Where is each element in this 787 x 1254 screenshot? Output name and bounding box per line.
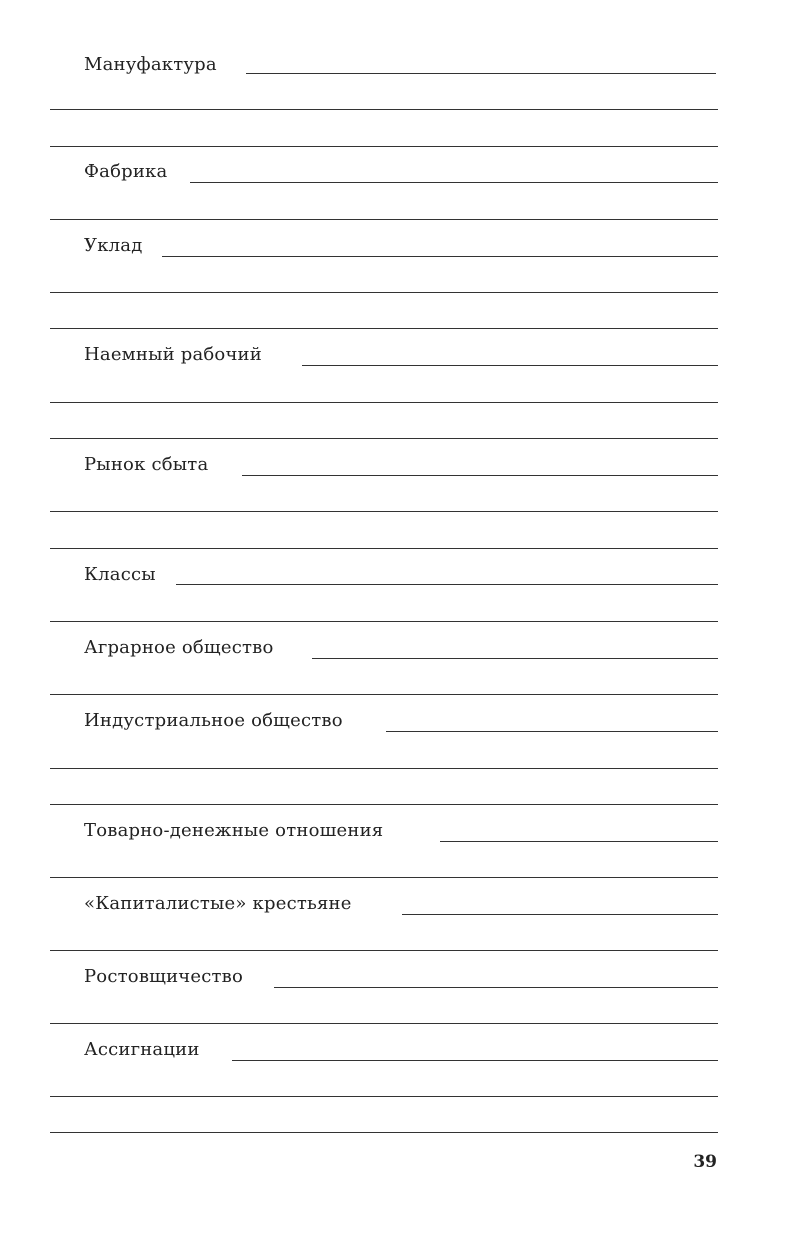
answer-line[interactable] bbox=[50, 694, 718, 695]
term-uklad: Уклад bbox=[84, 235, 143, 256]
term-kapitalistye-krestyane: «Капиталистые» крестьяне bbox=[84, 893, 352, 914]
answer-line[interactable] bbox=[162, 256, 718, 257]
answer-line[interactable] bbox=[50, 292, 718, 293]
answer-line[interactable] bbox=[402, 914, 718, 915]
answer-line[interactable] bbox=[440, 841, 718, 842]
answer-line[interactable] bbox=[50, 768, 718, 769]
term-industrialnoe-obshchestvo: Индустриальное общество bbox=[84, 710, 343, 731]
answer-line[interactable] bbox=[50, 146, 718, 147]
answer-line[interactable] bbox=[242, 475, 718, 476]
answer-line[interactable] bbox=[50, 621, 718, 622]
answer-line[interactable] bbox=[312, 658, 718, 659]
answer-line[interactable] bbox=[246, 73, 716, 74]
answer-line[interactable] bbox=[190, 182, 718, 183]
answer-line[interactable] bbox=[50, 950, 718, 951]
term-manufaktura: Мануфактура bbox=[84, 54, 217, 75]
answer-line[interactable] bbox=[50, 219, 718, 220]
answer-line[interactable] bbox=[302, 365, 718, 366]
term-naemnyi-rabochii: Наемный рабочий bbox=[84, 344, 262, 365]
term-tovarno-denezhnye-otnosheniya: Товарно-денежные отношения bbox=[84, 820, 384, 841]
term-agrarnoe-obshchestvo: Аграрное общество bbox=[84, 637, 274, 658]
term-klassy: Классы bbox=[84, 564, 156, 585]
answer-line[interactable] bbox=[386, 731, 718, 732]
term-rostovshchichestvo: Ростовщичество bbox=[84, 966, 244, 987]
term-assignatsii: Ассигнации bbox=[84, 1039, 200, 1060]
answer-line[interactable] bbox=[50, 511, 718, 512]
answer-line[interactable] bbox=[176, 584, 718, 585]
page-number: 39 bbox=[693, 1152, 717, 1172]
answer-line[interactable] bbox=[50, 1023, 718, 1024]
answer-line[interactable] bbox=[50, 438, 718, 439]
term-rynok-sbyta: Рынок сбыта bbox=[84, 454, 209, 475]
answer-line[interactable] bbox=[50, 1096, 718, 1097]
term-fabrika: Фабрика bbox=[84, 161, 168, 182]
answer-line[interactable] bbox=[274, 987, 718, 988]
answer-line[interactable] bbox=[232, 1060, 718, 1061]
answer-line[interactable] bbox=[50, 877, 718, 878]
answer-line[interactable] bbox=[50, 548, 718, 549]
answer-line[interactable] bbox=[50, 402, 718, 403]
answer-line[interactable] bbox=[50, 804, 718, 805]
answer-line[interactable] bbox=[50, 109, 718, 110]
answer-line[interactable] bbox=[50, 1132, 718, 1133]
answer-line[interactable] bbox=[50, 328, 718, 329]
